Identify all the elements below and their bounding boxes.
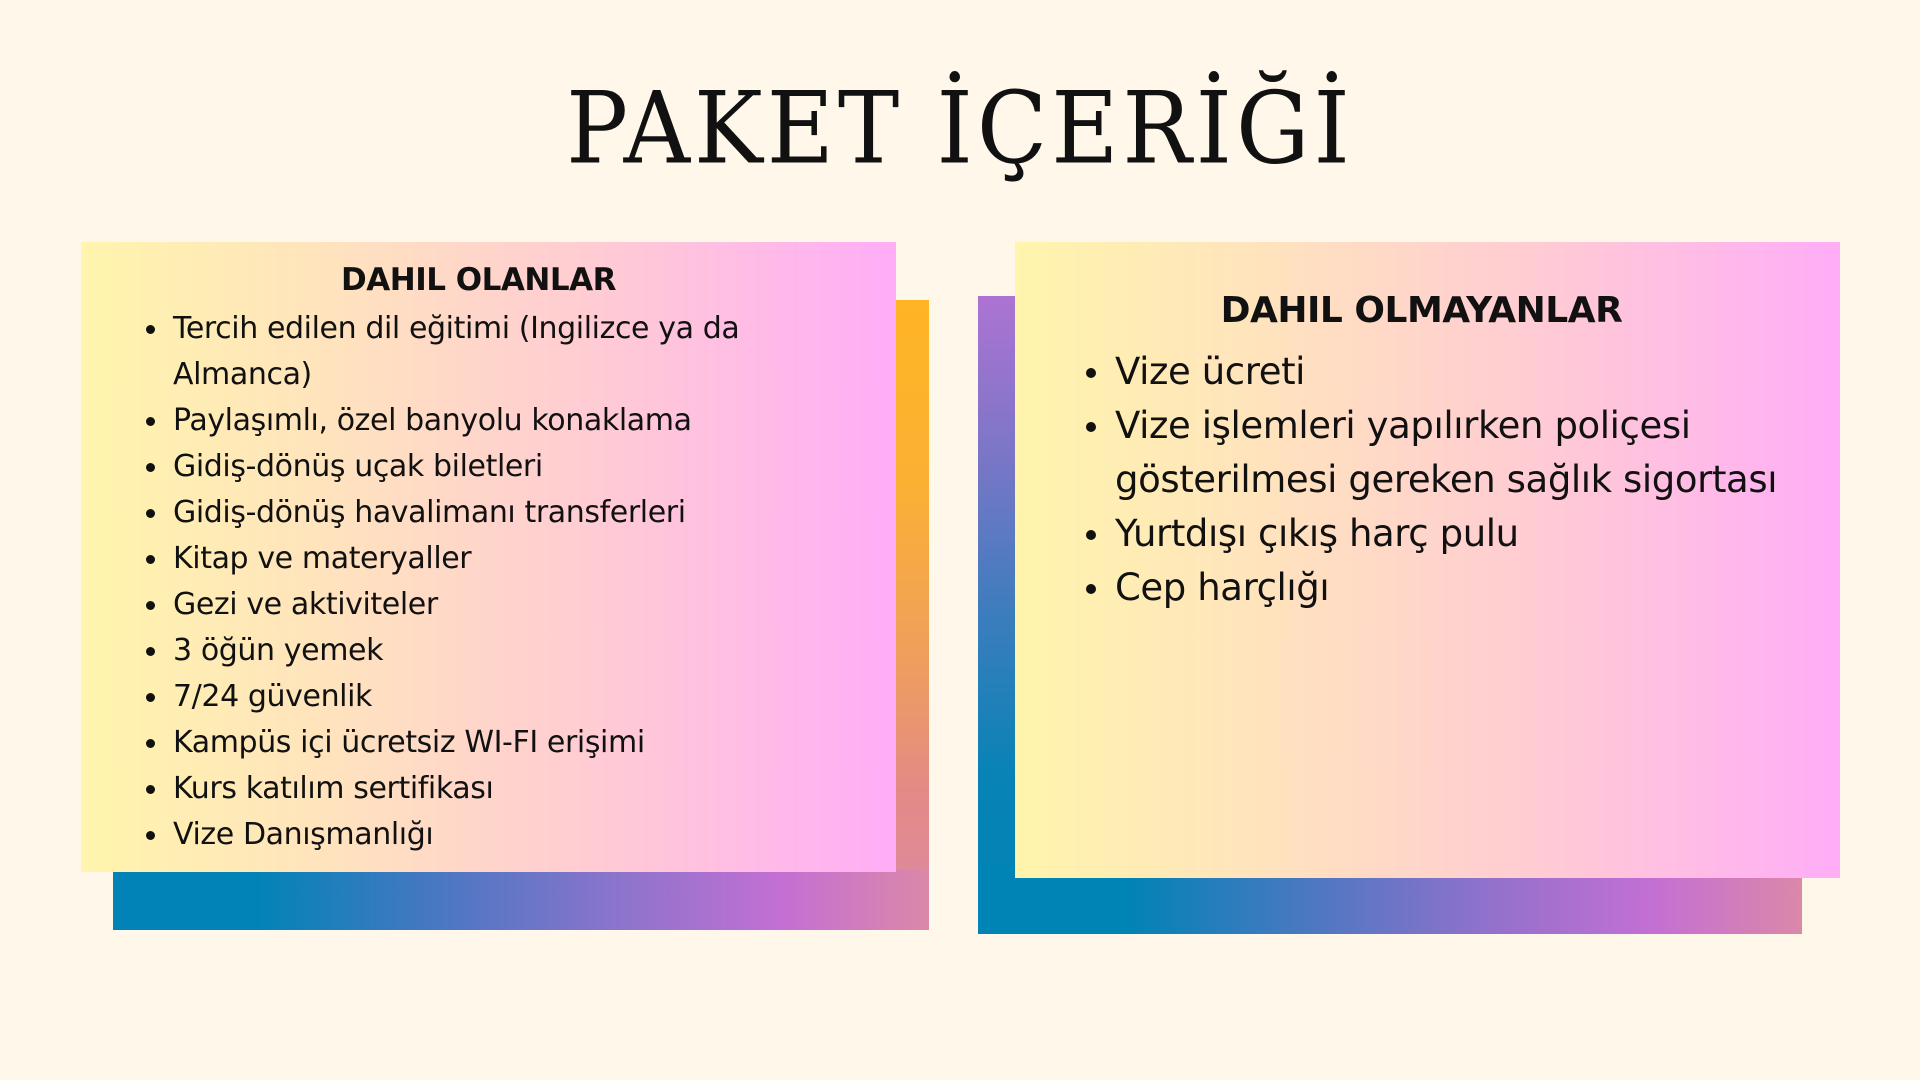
excluded-list [1083,345,1800,615]
included-list [141,306,856,858]
included-item: Kampüs içi ücretsiz WI-FI erişimi [173,720,856,766]
shadow-bottom-band [113,870,929,930]
included-item: 7/24 güvenlik [173,674,856,720]
included-card [81,242,896,872]
included-item: Tercih edilen dil eğitimi (Ingilizce ya da Almanca) [173,306,856,398]
included-item: Gidiş-dönüş havalimanı transferleri [173,490,856,536]
excluded-item: Vize işlemleri yapılırken poliçesi gösterilmesi gereken sağlık sigortası [1115,399,1800,507]
excluded-item: Yurtdışı çıkış harç pulu [1115,507,1800,561]
excluded-item: Vize ücreti [1115,345,1800,399]
included-item: Vize Danışmanlığı [173,812,856,858]
included-item: Paylaşımlı, özel banyolu konaklama [173,398,856,444]
page-title: PAKET İÇERİĞİ [566,70,1354,187]
included-item: Gidiş-dönüş uçak biletleri [173,444,856,490]
included-item: Kurs katılım sertifikası [173,766,856,812]
included-item: Kitap ve materyaller [173,536,856,582]
included-item: Gezi ve aktiviteler [173,582,856,628]
shadow-left-band [978,296,1018,934]
included-heading: DAHIL OLANLAR [341,262,616,298]
included-item: 3 öğün yemek [173,628,856,674]
excluded-card [1015,242,1840,878]
excluded-item: Cep harçlığı [1115,561,1800,615]
excluded-heading: DAHIL OLMAYANLAR [1220,290,1623,331]
